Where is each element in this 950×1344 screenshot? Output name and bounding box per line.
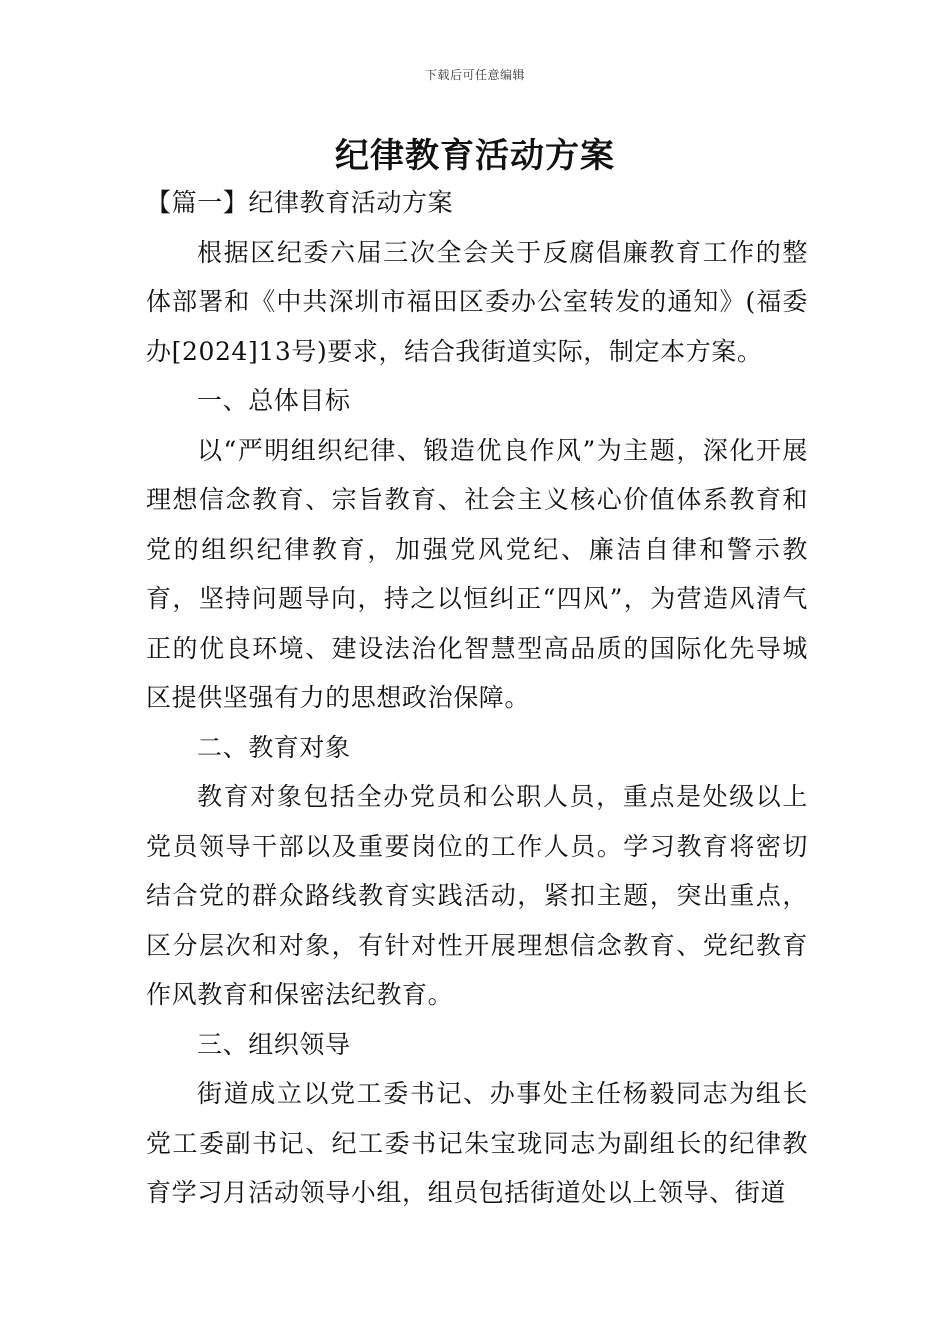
paragraph-intro: 根据区纪委六届三次全会关于反腐倡廉教育工作的整体部署和《中共深圳市福田区委办公室转发的通知》(福委办[2024]13号)要求，结合我街道实际，制定本方案。 <box>146 237 808 366</box>
heading-overall-goal: 一、总体目标 <box>197 386 351 415</box>
header-note: 下载后可任意编辑 <box>424 68 525 82</box>
heading-organization-leadership: 三、组织领导 <box>197 1029 351 1059</box>
paragraph-overall-goal: 以“严明组织纪律、锻造优良作风”为主题，深化开展理想信念教育、宗旨教育、社会主义核心价值体系教育和党的组织纪律教育，加强党风党纪、廉洁自律和警示教育，坚持问题导向，持之以恒纠正“四风”，为营造风清气正的优良环境、建设法治化智慧型高品质的国际化先导城区提供坚强有力的思想政治保障。 <box>146 435 808 712</box>
document-body <box>146 178 808 1218</box>
section-label: 【篇一】纪律教育活动方案 <box>146 188 454 217</box>
paragraph-education-target: 教育对象包括全办党员和公职人员，重点是处级以上党员领导干部以及重要岗位的工作人员。学习教育将密切结合党的群众路线教育实践活动，紧扣主题，突出重点，区分层次和对象，有针对性开展理想信念教育、党纪教育作风教育和保密法纪教育。 <box>146 782 808 1009</box>
document-title: 纪律教育活动方案 <box>335 136 615 176</box>
paragraph-organization-leadership: 街道成立以党工委书记、办事处主任杨毅同志为组长党工委副书记、纪工委书记朱宝珑同志为副组长的纪律教育学习月活动领导小组，组员包括街道处以上领导、街道 <box>146 1079 808 1207</box>
heading-education-target: 二、教育对象 <box>197 732 351 762</box>
